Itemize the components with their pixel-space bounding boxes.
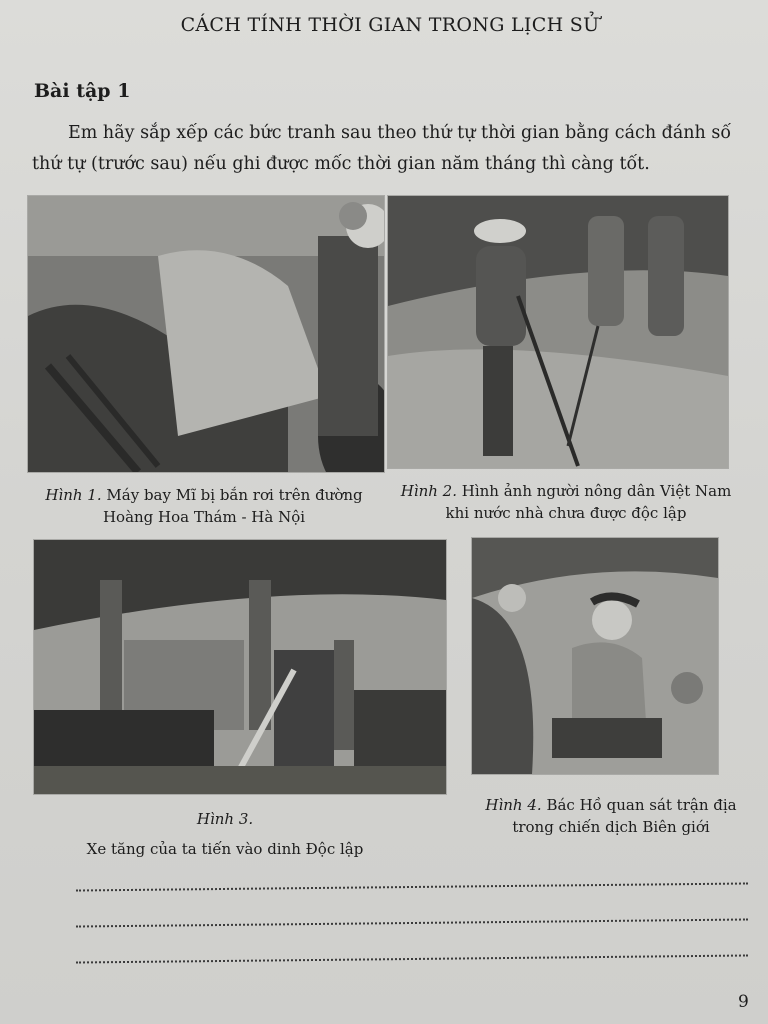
page-title: CÁCH TÍNH THỜI GIAN TRONG LỊCH SỬ [180,14,600,36]
figure-1-photo [28,196,384,472]
figure-3-caption [60,808,390,860]
figure-4-caption-line-1: Bác Hồ quan sát trận địa [546,796,737,814]
answer-line-2[interactable] [76,918,748,927]
figure-4-label: Hình 4. [485,796,542,814]
figure-2-photo [388,196,728,468]
figure-2-caption-line-2: khi nước nhà chưa được độc lập [445,504,687,522]
figure-1-caption [34,484,374,528]
figure-3-caption-line-2: Xe tăng của ta tiến vào dinh Độc lập [86,840,364,858]
figure-1-caption-line-2: Hoàng Hoa Thám - Hà Nội [102,508,306,526]
figure-3-label-row [60,808,390,830]
answer-line-1[interactable] [76,882,748,891]
figure-4-photo [472,538,718,774]
answer-line-3[interactable] [76,954,748,963]
page-number: 9 [738,992,749,1012]
figure-2-caption-line-1: Hình ảnh người nông dân Việt Nam [461,482,732,500]
figure-2-caption [392,480,740,524]
exercise-label: Bài tập 1 [34,80,131,102]
figure-4-caption [466,794,756,838]
figure-1-label: Hình 1. [45,486,102,504]
figure-3-photo [34,540,446,794]
figure-2-label: Hình 2. [400,482,457,500]
figure-4-caption-line-2: trong chiến dịch Biên giới [512,818,710,836]
exercise-prompt: Em hãy sắp xếp các bức tranh sau theo thứ tự thời gian bằng cách đánh số thứ tự (trước sau) nếu ghi được mốc thời gian năm tháng thì càng tốt. [32,123,732,174]
figure-1-caption-line-1: Máy bay Mĩ bị bắn rơi trên đường [106,486,363,504]
figure-3-label: Hình 3. [196,810,254,828]
